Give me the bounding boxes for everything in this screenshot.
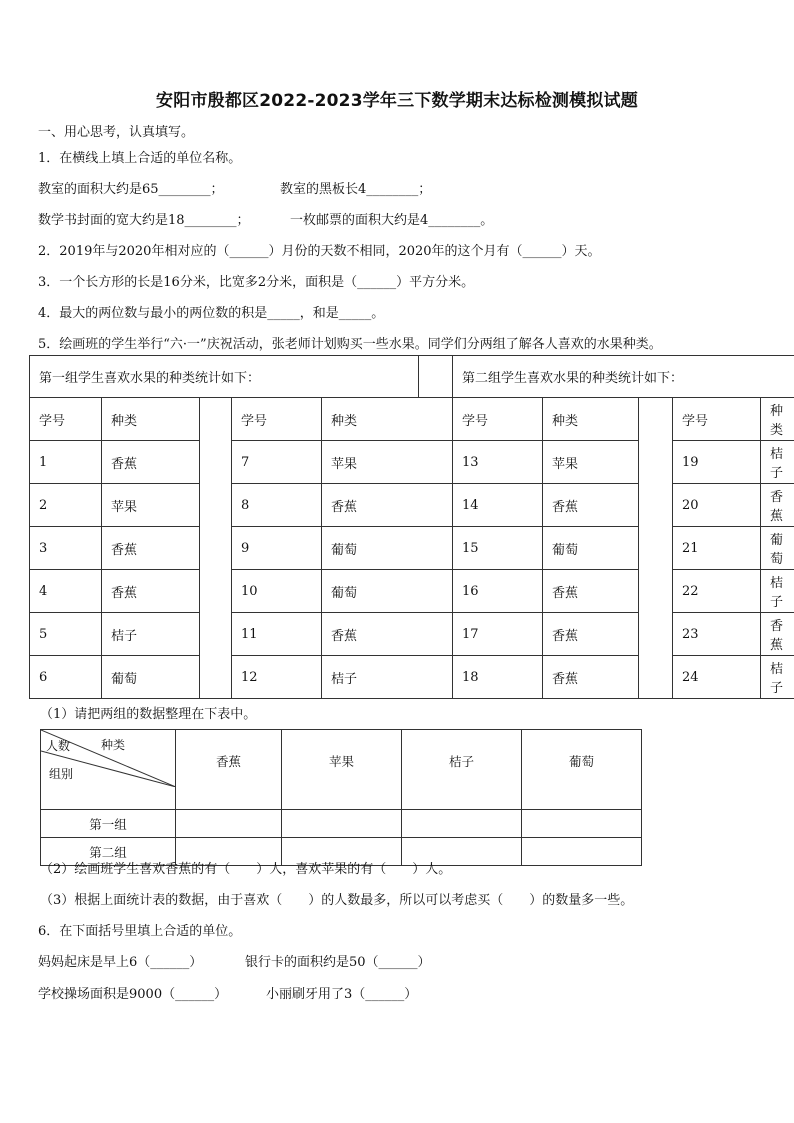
summary-table	[40, 729, 642, 866]
fruit-kind: 桔子	[761, 656, 794, 699]
corner-header-cell	[41, 730, 176, 810]
answer-cell[interactable]	[176, 810, 282, 838]
fruit-kind: 苹果	[322, 441, 453, 484]
table-row	[30, 527, 794, 570]
fruit-kind: 香蕉	[543, 570, 639, 613]
fruit-kind: 香蕉	[102, 441, 200, 484]
fruit-kind: 葡萄	[102, 656, 200, 699]
group-label: 第一组	[41, 810, 176, 838]
student-id: 24	[673, 656, 761, 699]
student-id: 19	[673, 441, 761, 484]
student-id: 22	[673, 570, 761, 613]
fruit-kind: 桔子	[761, 441, 794, 484]
col-header-kind: 种类	[761, 398, 794, 441]
student-id: 16	[453, 570, 543, 613]
fruit-kind: 葡萄	[543, 527, 639, 570]
student-id: 20	[673, 484, 761, 527]
fruit-kind: 香蕉	[102, 570, 200, 613]
q6-item-b: 银行卡的面积约是50（______）	[245, 955, 431, 970]
question-4: 4．最大的两位数与最小的两位数的积是_____，和是_____。	[38, 306, 385, 321]
q1-item-b: 教室的黑板长4________；	[280, 182, 432, 197]
col-header-kind: 种类	[102, 398, 200, 441]
fruit-kind: 香蕉	[543, 656, 639, 699]
table-row	[30, 484, 794, 527]
table-row	[30, 613, 794, 656]
question-2: 2．2019年与2020年相对应的（______）月份的天数不相同，2020年的这个月有（______）天。	[38, 244, 601, 259]
student-id: 3	[30, 527, 102, 570]
fruit-kind: 葡萄	[761, 527, 794, 570]
student-id: 10	[232, 570, 322, 613]
sub-question-2: （2）绘画班学生喜欢香蕉的有（ ）人，喜欢苹果的有（ ）人。	[40, 862, 452, 877]
fruit-kind: 桔子	[102, 613, 200, 656]
fruit-kind: 香蕉	[322, 484, 453, 527]
col-header-kind: 种类	[543, 398, 639, 441]
fruit-kind: 葡萄	[322, 527, 453, 570]
student-id: 14	[453, 484, 543, 527]
fruit-header: 葡萄	[522, 730, 642, 810]
col-header-id: 学号	[30, 398, 102, 441]
corner-group-label: 组别	[49, 767, 74, 781]
student-id: 11	[232, 613, 322, 656]
q1-item-d: 一枚邮票的面积大约是4________。	[290, 213, 494, 228]
fruit-kind: 苹果	[102, 484, 200, 527]
fruit-kind: 香蕉	[543, 613, 639, 656]
q6-item-a: 妈妈起床是早上6（______）	[38, 955, 203, 970]
table-row	[30, 441, 794, 484]
corner-people-label: 人数	[46, 739, 71, 753]
col-header-id: 学号	[453, 398, 543, 441]
page-title: 安阳市殷都区2022-2023学年三下数学期末达标检测模拟试题	[156, 91, 638, 111]
fruit-header: 苹果	[282, 730, 402, 810]
col-header-id: 学号	[673, 398, 761, 441]
fruit-kind: 香蕉	[322, 613, 453, 656]
student-id: 15	[453, 527, 543, 570]
student-id: 18	[453, 656, 543, 699]
student-id: 2	[30, 484, 102, 527]
corner-kind-label: 种类	[101, 738, 126, 752]
table-row	[41, 810, 642, 838]
student-id: 17	[453, 613, 543, 656]
question-5: 5．绘画班的学生举行“六·一”庆祝活动，张老师计划购买一些水果。同学们分两组了解各人喜欢的水果种类。	[38, 337, 662, 352]
fruit-header: 桔子	[402, 730, 522, 810]
student-id: 21	[673, 527, 761, 570]
table-row	[30, 570, 794, 613]
student-id: 4	[30, 570, 102, 613]
fruit-kind: 桔子	[322, 656, 453, 699]
fruit-kind: 香蕉	[761, 613, 794, 656]
fruit-kind: 葡萄	[322, 570, 453, 613]
student-id: 1	[30, 441, 102, 484]
student-id: 23	[673, 613, 761, 656]
student-id: 7	[232, 441, 322, 484]
section-heading: 一、用心思考，认真填写。	[38, 125, 195, 140]
student-id: 9	[232, 527, 322, 570]
fruit-kind: 香蕉	[543, 484, 639, 527]
answer-cell[interactable]	[522, 838, 642, 866]
student-id: 13	[453, 441, 543, 484]
answer-cell[interactable]	[402, 810, 522, 838]
fruit-survey-table	[29, 355, 794, 699]
fruit-kind: 桔子	[761, 570, 794, 613]
group1-header: 第一组学生喜欢水果的种类统计如下：	[30, 356, 419, 398]
col-header-id: 学号	[232, 398, 322, 441]
fruit-kind: 香蕉	[102, 527, 200, 570]
sub-question-1: （1）请把两组的数据整理在下表中。	[40, 707, 257, 722]
student-id: 12	[232, 656, 322, 699]
answer-cell[interactable]	[282, 810, 402, 838]
q1-item-c: 数学书封面的宽大约是18________；	[38, 213, 250, 228]
answer-cell[interactable]	[522, 810, 642, 838]
q1-item-a: 教室的面积大约是65________；	[38, 182, 224, 197]
student-id: 5	[30, 613, 102, 656]
sub-question-3: （3）根据上面统计表的数据，由于喜欢（ ）的人数最多，所以可以考虑买（ ）的数量多一些。	[40, 893, 634, 908]
question-3: 3．一个长方形的长是16分米，比宽多2分米，面积是（______）平方分米。	[38, 275, 475, 290]
fruit-kind: 香蕉	[761, 484, 794, 527]
group2-header: 第二组学生喜欢水果的种类统计如下：	[453, 356, 794, 398]
fruit-header: 香蕉	[176, 730, 282, 810]
question-6: 6．在下面括号里填上合适的单位。	[38, 924, 242, 939]
fruit-kind: 苹果	[543, 441, 639, 484]
table-row	[30, 656, 794, 699]
col-header-kind: 种类	[322, 398, 453, 441]
q6-item-c: 学校操场面积是9000（______）	[38, 987, 228, 1002]
group-label: 第二组	[41, 838, 176, 866]
question-1: 1．在横线上填上合适的单位名称。	[38, 151, 242, 166]
q6-item-d: 小丽刷牙用了3（______）	[266, 987, 418, 1002]
student-id: 8	[232, 484, 322, 527]
student-id: 6	[30, 656, 102, 699]
